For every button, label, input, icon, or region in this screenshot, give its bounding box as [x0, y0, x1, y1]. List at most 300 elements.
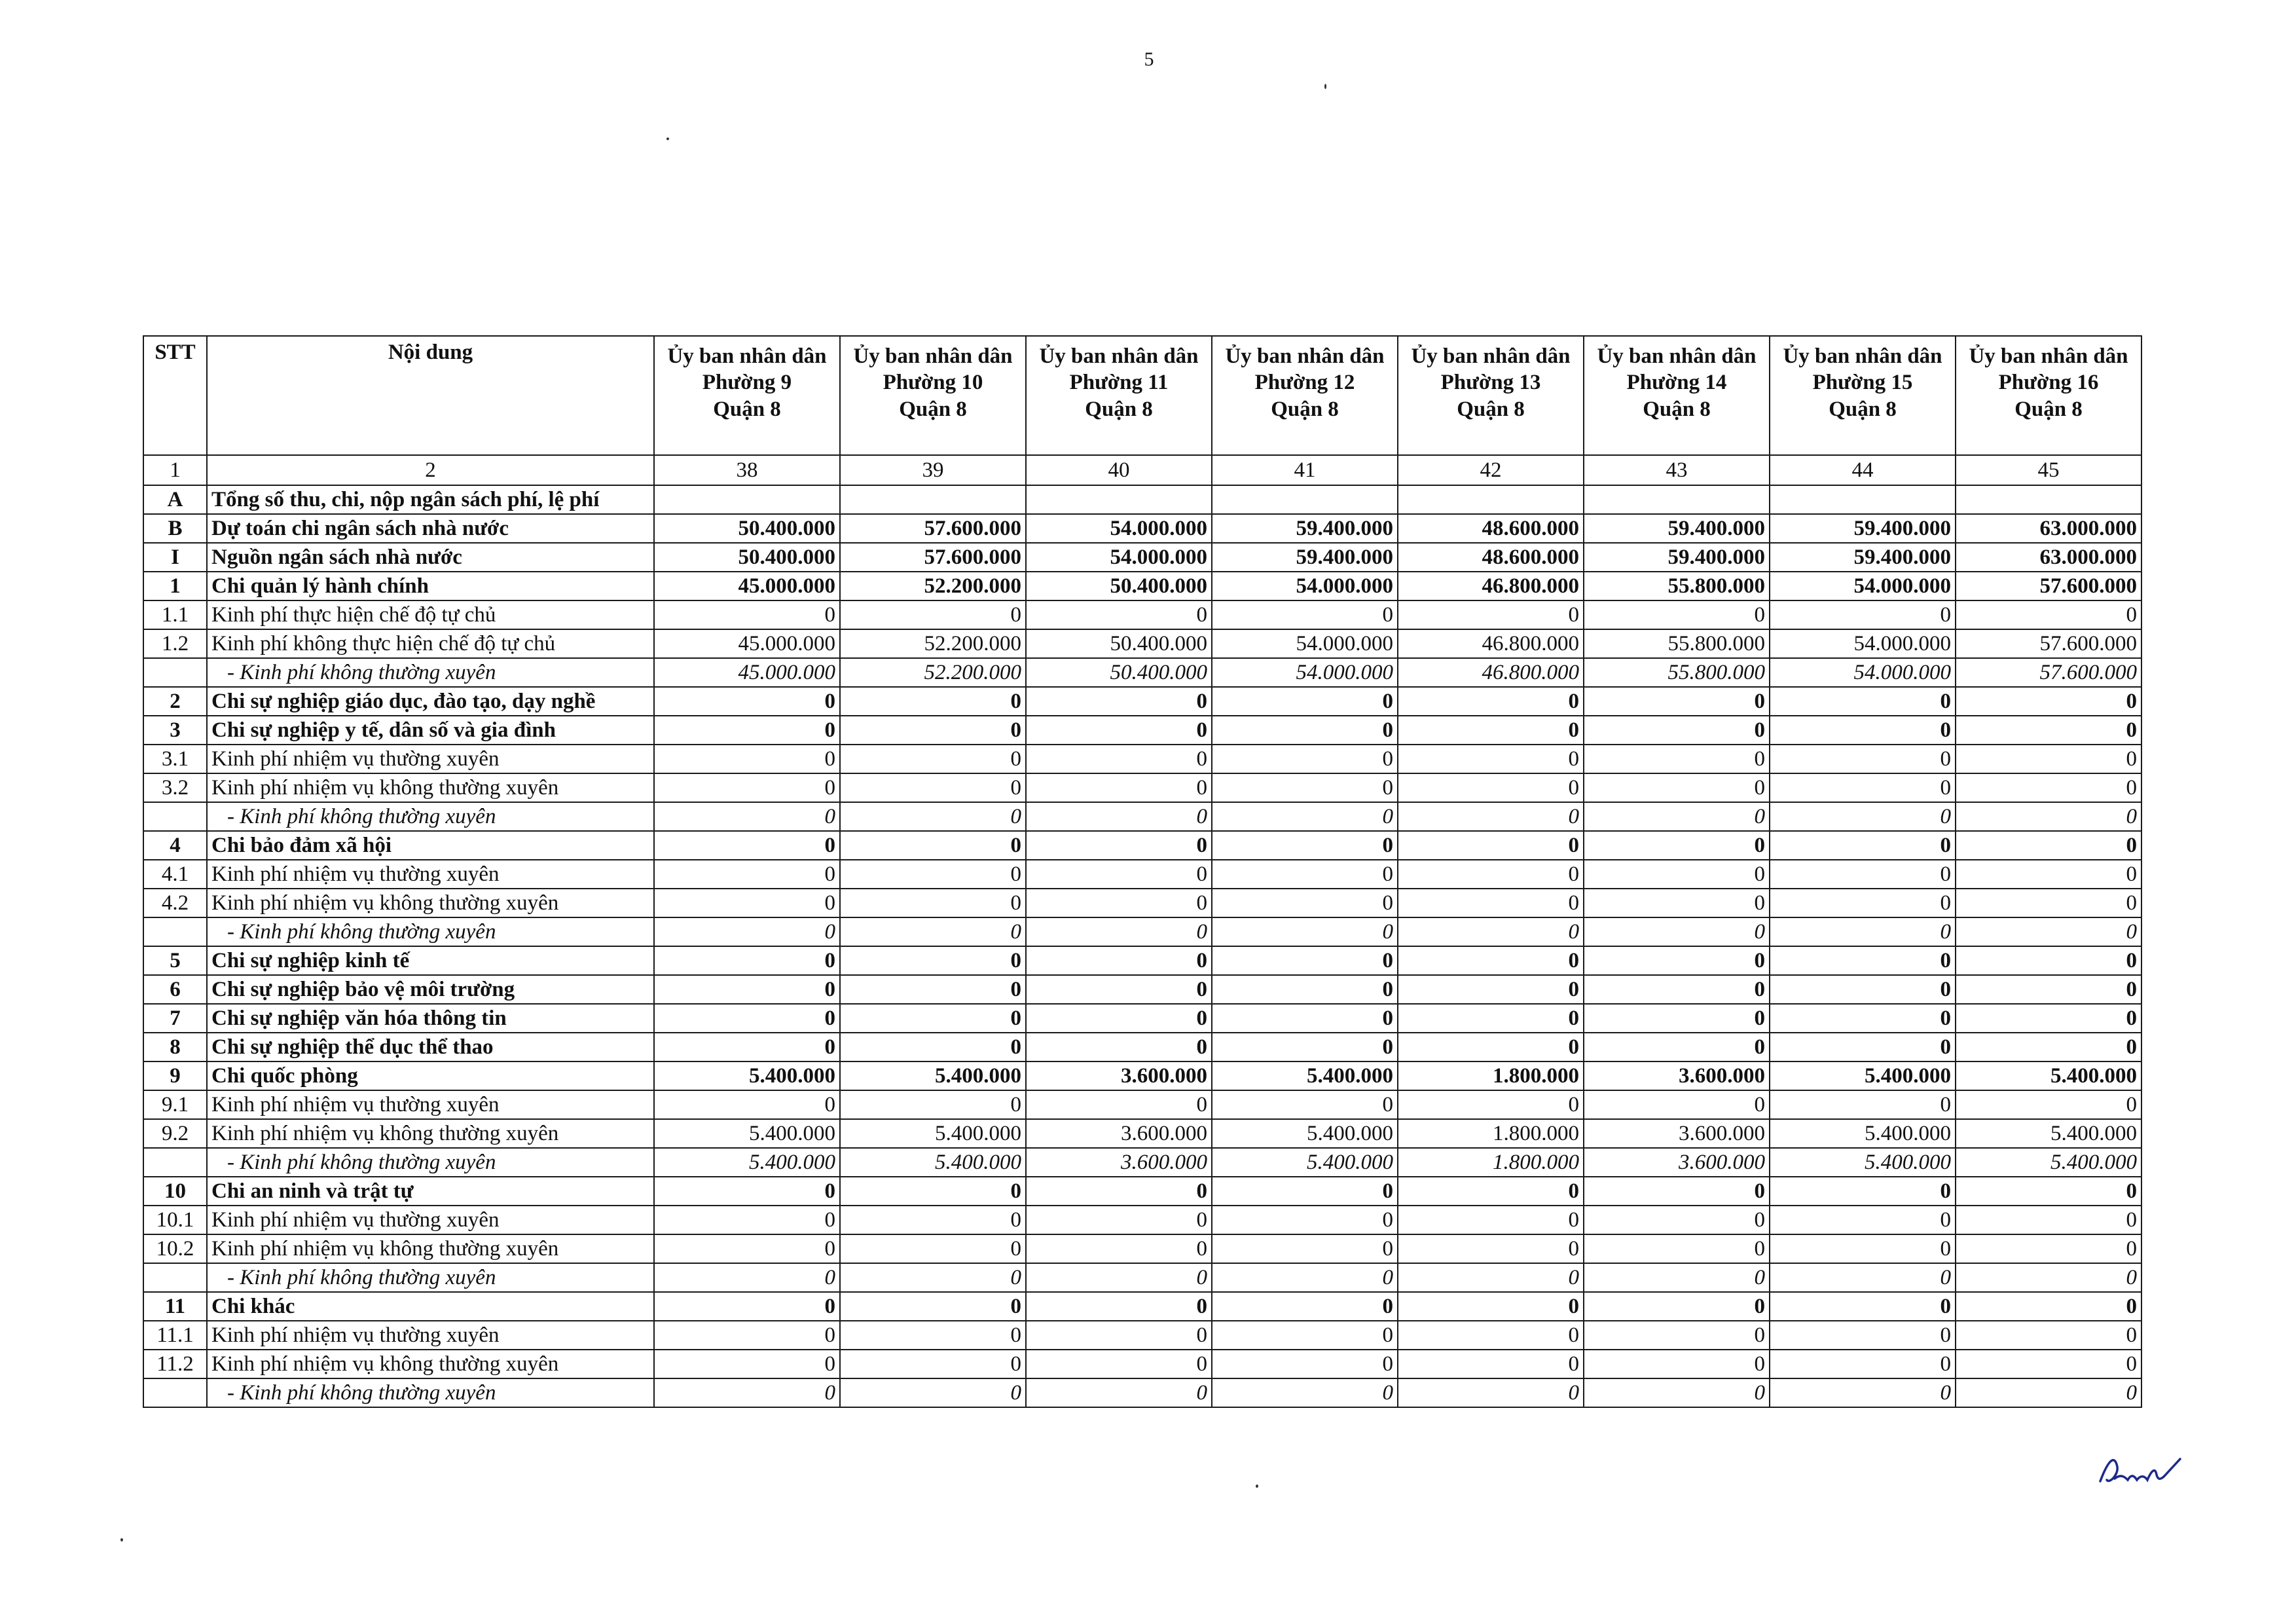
row-value: 0: [1026, 1004, 1212, 1033]
row-value: 0: [840, 802, 1026, 831]
row-content: Chi sự nghiệp kinh tế: [207, 946, 654, 975]
row-value: 0: [1584, 1292, 1770, 1321]
row-content: Kinh phí nhiệm vụ thường xuyên: [207, 860, 654, 889]
row-value: 5.400.000: [840, 1119, 1026, 1148]
row-value: 57.600.000: [840, 514, 1026, 543]
row-value: 52.200.000: [840, 629, 1026, 658]
table-row: [143, 1321, 2141, 1350]
row-content: - Kinh phí không thường xuyên: [207, 917, 654, 946]
table-row: [143, 485, 2141, 514]
row-content: - Kinh phí không thường xuyên: [207, 1378, 654, 1407]
row-value: 0: [1584, 600, 1770, 629]
row-value: [1398, 485, 1584, 514]
row-value: 0: [840, 917, 1026, 946]
header-row: [143, 336, 2141, 455]
row-value: 0: [840, 745, 1026, 773]
row-value: 0: [654, 745, 840, 773]
row-value: 0: [1212, 831, 1398, 860]
row-value: 45.000.000: [654, 572, 840, 600]
table-row: [143, 802, 2141, 831]
row-value: 0: [840, 1350, 1026, 1378]
table-row: [143, 600, 2141, 629]
row-stt: [143, 917, 207, 946]
row-value: 0: [1026, 1350, 1212, 1378]
row-value: 0: [1584, 687, 1770, 716]
row-value: 0: [1770, 745, 1956, 773]
header-ward-line1: Ủy ban nhân dân: [667, 344, 827, 368]
row-value: 48.600.000: [1398, 543, 1584, 572]
row-value: 57.600.000: [1956, 658, 2141, 687]
row-value: 0: [1398, 1033, 1584, 1061]
row-value: 0: [1956, 1234, 2141, 1263]
row-value: 57.600.000: [1956, 572, 2141, 600]
row-content: Kinh phí nhiệm vụ thường xuyên: [207, 1090, 654, 1119]
row-value: 5.400.000: [654, 1119, 840, 1148]
row-content: Chi sự nghiệp giáo dục, đào tạo, dạy nghề: [207, 687, 654, 716]
row-value: 0: [1584, 1004, 1770, 1033]
row-stt: [143, 1148, 207, 1177]
row-value: 5.400.000: [840, 1148, 1026, 1177]
row-value: 0: [1398, 946, 1584, 975]
table-row: [143, 1119, 2141, 1148]
row-value: 0: [1026, 1321, 1212, 1350]
row-value: 0: [840, 687, 1026, 716]
row-value: 0: [1398, 831, 1584, 860]
row-stt: 2: [143, 687, 207, 716]
row-value: 0: [1770, 1090, 1956, 1119]
row-value: [654, 485, 840, 514]
header-ward-line3: Quận 8: [899, 397, 967, 421]
row-value: 0: [1584, 917, 1770, 946]
row-stt: 11.2: [143, 1350, 207, 1378]
row-content: Chi an ninh và trật tự: [207, 1177, 654, 1206]
row-value: 54.000.000: [1770, 572, 1956, 600]
row-value: 0: [1770, 1177, 1956, 1206]
row-value: 3.600.000: [1026, 1148, 1212, 1177]
row-value: 0: [1212, 889, 1398, 917]
row-value: [1770, 485, 1956, 514]
page-number: 5: [1144, 48, 1154, 70]
row-stt: 6: [143, 975, 207, 1004]
row-stt: 9.2: [143, 1119, 207, 1148]
row-value: 0: [1770, 716, 1956, 745]
row-value: 0: [1398, 860, 1584, 889]
row-value: 0: [1584, 1090, 1770, 1119]
row-value: 0: [1398, 1090, 1584, 1119]
row-value: 0: [1770, 802, 1956, 831]
row-value: 0: [654, 831, 840, 860]
row-value: 0: [654, 802, 840, 831]
row-value: 0: [1584, 745, 1770, 773]
row-value: 0: [840, 1292, 1026, 1321]
row-value: 0: [1956, 802, 2141, 831]
row-content: - Kinh phí không thường xuyên: [207, 658, 654, 687]
row-content: Kinh phí nhiệm vụ không thường xuyên: [207, 773, 654, 802]
row-value: 0: [1956, 889, 2141, 917]
row-value: 5.400.000: [654, 1061, 840, 1090]
table-row: [143, 1061, 2141, 1090]
row-value: 50.400.000: [654, 514, 840, 543]
row-value: 46.800.000: [1398, 629, 1584, 658]
row-value: 0: [1770, 1033, 1956, 1061]
header-ward: [1398, 336, 1584, 455]
table-row: [143, 629, 2141, 658]
header-ward-line2: Phường 13: [1440, 371, 1541, 395]
row-stt: 4.2: [143, 889, 207, 917]
row-value: 1.800.000: [1398, 1061, 1584, 1090]
row-content: - Kinh phí không thường xuyên: [207, 1263, 654, 1292]
row-value: 0: [1212, 600, 1398, 629]
row-value: 0: [1026, 716, 1212, 745]
row-stt: 11: [143, 1292, 207, 1321]
row-value: 0: [1770, 773, 1956, 802]
row-value: 50.400.000: [1026, 658, 1212, 687]
header-ward: [1956, 336, 2141, 455]
row-content: Tổng số thu, chi, nộp ngân sách phí, lệ phí: [207, 485, 654, 514]
row-value: 0: [1398, 745, 1584, 773]
row-value: 0: [1956, 773, 2141, 802]
table-row: [143, 514, 2141, 543]
row-stt: 11.1: [143, 1321, 207, 1350]
row-stt: [143, 802, 207, 831]
row-value: 0: [1026, 946, 1212, 975]
row-value: 0: [1956, 1350, 2141, 1378]
row-value: 0: [1956, 1378, 2141, 1407]
table-row: [143, 1292, 2141, 1321]
row-content: Chi sự nghiệp y tế, dân số và gia đình: [207, 716, 654, 745]
row-value: 0: [654, 889, 840, 917]
row-value: 0: [1212, 1090, 1398, 1119]
row-value: 0: [1212, 1177, 1398, 1206]
row-value: 0: [1026, 802, 1212, 831]
row-value: 0: [1026, 773, 1212, 802]
row-value: 0: [654, 1177, 840, 1206]
row-value: 54.000.000: [1212, 629, 1398, 658]
row-content: Chi sự nghiệp thể dục thể thao: [207, 1033, 654, 1061]
table-row: [143, 543, 2141, 572]
header-ward: [1770, 336, 1956, 455]
row-value: 0: [840, 975, 1026, 1004]
row-value: 5.400.000: [1770, 1119, 1956, 1148]
row-value: 0: [654, 946, 840, 975]
row-value: 0: [1026, 1206, 1212, 1234]
scan-speck: [1256, 1485, 1258, 1488]
row-value: 52.200.000: [840, 658, 1026, 687]
row-value: 0: [1956, 975, 2141, 1004]
row-value: 52.200.000: [840, 572, 1026, 600]
row-value: 0: [1212, 1004, 1398, 1033]
row-value: 0: [654, 1090, 840, 1119]
row-value: 59.400.000: [1584, 514, 1770, 543]
row-value: 0: [1398, 1234, 1584, 1263]
row-value: 0: [1398, 975, 1584, 1004]
row-value: 0: [840, 600, 1026, 629]
row-value: 0: [1584, 802, 1770, 831]
row-stt: 7: [143, 1004, 207, 1033]
row-value: 0: [654, 917, 840, 946]
row-value: 0: [1770, 1234, 1956, 1263]
row-value: 0: [840, 716, 1026, 745]
table-row: [143, 572, 2141, 600]
row-value: 0: [654, 1378, 840, 1407]
row-value: 0: [1956, 1263, 2141, 1292]
row-value: 0: [1770, 1206, 1956, 1234]
row-value: 0: [840, 831, 1026, 860]
row-value: 50.400.000: [1026, 572, 1212, 600]
column-index-cell: 1: [143, 455, 207, 485]
column-index-cell: 42: [1398, 455, 1584, 485]
row-value: 0: [840, 1234, 1026, 1263]
row-content: Kinh phí nhiệm vụ không thường xuyên: [207, 1119, 654, 1148]
row-value: 0: [1398, 1292, 1584, 1321]
header-ward: [654, 336, 840, 455]
row-content: - Kinh phí không thường xuyên: [207, 802, 654, 831]
row-value: 0: [840, 1263, 1026, 1292]
row-value: 3.600.000: [1584, 1148, 1770, 1177]
row-value: 0: [1956, 1177, 2141, 1206]
row-content: Dự toán chi ngân sách nhà nước: [207, 514, 654, 543]
header-ward-line1: Ủy ban nhân dân: [1783, 344, 1942, 368]
row-value: 0: [1212, 1263, 1398, 1292]
row-value: 0: [1212, 745, 1398, 773]
row-content: Kinh phí nhiệm vụ thường xuyên: [207, 745, 654, 773]
row-value: 0: [840, 773, 1026, 802]
table-row: [143, 917, 2141, 946]
header-ward-line3: Quận 8: [713, 397, 781, 421]
row-value: 0: [1770, 946, 1956, 975]
header-content: Nội dung: [207, 336, 654, 455]
row-value: 0: [1212, 687, 1398, 716]
column-index-cell: 39: [840, 455, 1026, 485]
row-value: 0: [1770, 917, 1956, 946]
header-ward-line2: Phường 11: [1069, 371, 1169, 395]
row-value: 63.000.000: [1956, 543, 2141, 572]
header-ward-line2: Phường 9: [702, 371, 792, 395]
row-value: 0: [1212, 1378, 1398, 1407]
row-stt: [143, 658, 207, 687]
row-value: 0: [1770, 831, 1956, 860]
row-content: Kinh phí nhiệm vụ thường xuyên: [207, 1206, 654, 1234]
row-value: 0: [1026, 687, 1212, 716]
header-ward-line2: Phường 12: [1254, 371, 1355, 395]
row-stt: 4.1: [143, 860, 207, 889]
row-value: 0: [1956, 831, 2141, 860]
header-ward-line1: Ủy ban nhân dân: [1969, 344, 2128, 368]
row-value: 5.400.000: [1770, 1061, 1956, 1090]
header-ward-line3: Quận 8: [1457, 397, 1525, 421]
row-stt: B: [143, 514, 207, 543]
row-value: 55.800.000: [1584, 572, 1770, 600]
column-index-cell: 2: [207, 455, 654, 485]
row-value: 0: [840, 1378, 1026, 1407]
row-value: 0: [1956, 860, 2141, 889]
row-value: 0: [654, 1292, 840, 1321]
row-value: 0: [1212, 975, 1398, 1004]
row-value: 0: [1584, 716, 1770, 745]
row-value: 0: [1026, 745, 1212, 773]
row-value: 0: [1212, 802, 1398, 831]
row-value: 0: [1770, 1004, 1956, 1033]
row-value: 0: [1584, 860, 1770, 889]
row-content: - Kinh phí không thường xuyên: [207, 1148, 654, 1177]
row-value: 5.400.000: [1212, 1148, 1398, 1177]
row-value: 5.400.000: [840, 1061, 1026, 1090]
row-value: 59.400.000: [1584, 543, 1770, 572]
row-value: 0: [1584, 975, 1770, 1004]
row-value: 0: [840, 1090, 1026, 1119]
row-value: 50.400.000: [654, 543, 840, 572]
table-row: [143, 716, 2141, 745]
row-value: 0: [1026, 889, 1212, 917]
row-stt: 8: [143, 1033, 207, 1061]
row-stt: 3: [143, 716, 207, 745]
row-value: 59.400.000: [1770, 543, 1956, 572]
row-value: 0: [1026, 1177, 1212, 1206]
row-value: 0: [654, 773, 840, 802]
row-value: 50.400.000: [1026, 629, 1212, 658]
row-stt: 5: [143, 946, 207, 975]
row-value: 0: [1956, 1004, 2141, 1033]
row-value: 0: [1770, 687, 1956, 716]
scan-speck: [120, 1538, 123, 1541]
row-value: 48.600.000: [1398, 514, 1584, 543]
row-value: [840, 485, 1026, 514]
row-value: 5.400.000: [1956, 1119, 2141, 1148]
row-value: 0: [654, 1206, 840, 1234]
row-stt: 4: [143, 831, 207, 860]
row-value: [1956, 485, 2141, 514]
row-value: 0: [1212, 917, 1398, 946]
row-value: 0: [1026, 1263, 1212, 1292]
row-value: 0: [840, 1004, 1026, 1033]
row-value: 0: [1398, 1177, 1584, 1206]
row-value: 0: [1026, 831, 1212, 860]
row-value: 0: [1212, 1234, 1398, 1263]
row-value: 0: [654, 975, 840, 1004]
row-value: 0: [1398, 917, 1584, 946]
row-value: 5.400.000: [1212, 1119, 1398, 1148]
row-value: 0: [654, 716, 840, 745]
header-ward-line2: Phường 14: [1626, 371, 1727, 395]
row-value: [1212, 485, 1398, 514]
row-content: Chi quản lý hành chính: [207, 572, 654, 600]
row-content: Chi quốc phòng: [207, 1061, 654, 1090]
row-value: 0: [1956, 1090, 2141, 1119]
row-value: 0: [1398, 1378, 1584, 1407]
row-value: 0: [1026, 1378, 1212, 1407]
header-ward-line3: Quận 8: [1271, 397, 1339, 421]
row-value: 0: [1398, 802, 1584, 831]
row-value: 0: [1212, 773, 1398, 802]
row-value: 0: [840, 889, 1026, 917]
header-ward-line1: Ủy ban nhân dân: [853, 344, 1013, 368]
row-value: 3.600.000: [1584, 1061, 1770, 1090]
row-value: 54.000.000: [1212, 572, 1398, 600]
row-value: 0: [1584, 1234, 1770, 1263]
header-ward-line1: Ủy ban nhân dân: [1411, 344, 1571, 368]
row-value: 0: [1584, 946, 1770, 975]
row-value: 0: [1770, 600, 1956, 629]
header-ward-line2: Phường 15: [1812, 371, 1913, 395]
row-value: 0: [1770, 1350, 1956, 1378]
row-content: Kinh phí nhiệm vụ thường xuyên: [207, 1321, 654, 1350]
row-value: 5.400.000: [1956, 1061, 2141, 1090]
row-value: 54.000.000: [1026, 514, 1212, 543]
row-value: 0: [1770, 1378, 1956, 1407]
row-value: 0: [1770, 1292, 1956, 1321]
row-content: Kinh phí nhiệm vụ không thường xuyên: [207, 1350, 654, 1378]
row-stt: 10.1: [143, 1206, 207, 1234]
table-row: [143, 1177, 2141, 1206]
row-value: 0: [1398, 1004, 1584, 1033]
table-body: [143, 485, 2141, 1407]
row-value: 0: [1956, 1033, 2141, 1061]
table-row: [143, 975, 2141, 1004]
column-index-cell: 45: [1956, 455, 2141, 485]
row-value: 0: [1212, 860, 1398, 889]
header-ward-line3: Quận 8: [1085, 397, 1153, 421]
row-value: [1584, 485, 1770, 514]
row-value: 5.400.000: [654, 1148, 840, 1177]
row-value: 63.000.000: [1956, 514, 2141, 543]
header-ward-line3: Quận 8: [1829, 397, 1897, 421]
row-value: 0: [1212, 946, 1398, 975]
header-ward: [1584, 336, 1770, 455]
row-value: 0: [1584, 1350, 1770, 1378]
row-value: 0: [1770, 1263, 1956, 1292]
row-value: 3.600.000: [1026, 1119, 1212, 1148]
row-value: 0: [1212, 716, 1398, 745]
row-value: 0: [1026, 917, 1212, 946]
row-value: 0: [1584, 1206, 1770, 1234]
table-row: [143, 1206, 2141, 1234]
row-value: 0: [1398, 716, 1584, 745]
row-value: 0: [1956, 1292, 2141, 1321]
row-value: 57.600.000: [1956, 629, 2141, 658]
row-value: 0: [1956, 716, 2141, 745]
table-row: [143, 1350, 2141, 1378]
table-row: [143, 745, 2141, 773]
row-value: 0: [654, 1234, 840, 1263]
row-value: 59.400.000: [1212, 514, 1398, 543]
row-content: Chi bảo đảm xã hội: [207, 831, 654, 860]
row-value: 0: [654, 1350, 840, 1378]
row-value: 0: [1026, 1292, 1212, 1321]
row-stt: A: [143, 485, 207, 514]
header-ward: [1212, 336, 1398, 455]
row-stt: 9: [143, 1061, 207, 1090]
row-value: 0: [1770, 1321, 1956, 1350]
table-row: [143, 1263, 2141, 1292]
row-value: 0: [840, 860, 1026, 889]
row-value: 0: [1770, 860, 1956, 889]
table-row: [143, 860, 2141, 889]
table-row: [143, 1234, 2141, 1263]
row-value: 3.600.000: [1584, 1119, 1770, 1148]
row-value: 45.000.000: [654, 629, 840, 658]
row-value: 0: [1398, 773, 1584, 802]
table-row: [143, 658, 2141, 687]
row-value: 0: [1956, 745, 2141, 773]
row-value: 0: [1026, 1234, 1212, 1263]
row-value: 0: [1026, 1090, 1212, 1119]
row-content: Chi sự nghiệp bảo vệ môi trường: [207, 975, 654, 1004]
row-value: 0: [1770, 975, 1956, 1004]
row-value: 45.000.000: [654, 658, 840, 687]
row-value: 5.400.000: [1770, 1148, 1956, 1177]
row-content: Nguồn ngân sách nhà nước: [207, 543, 654, 572]
table-row: [143, 831, 2141, 860]
